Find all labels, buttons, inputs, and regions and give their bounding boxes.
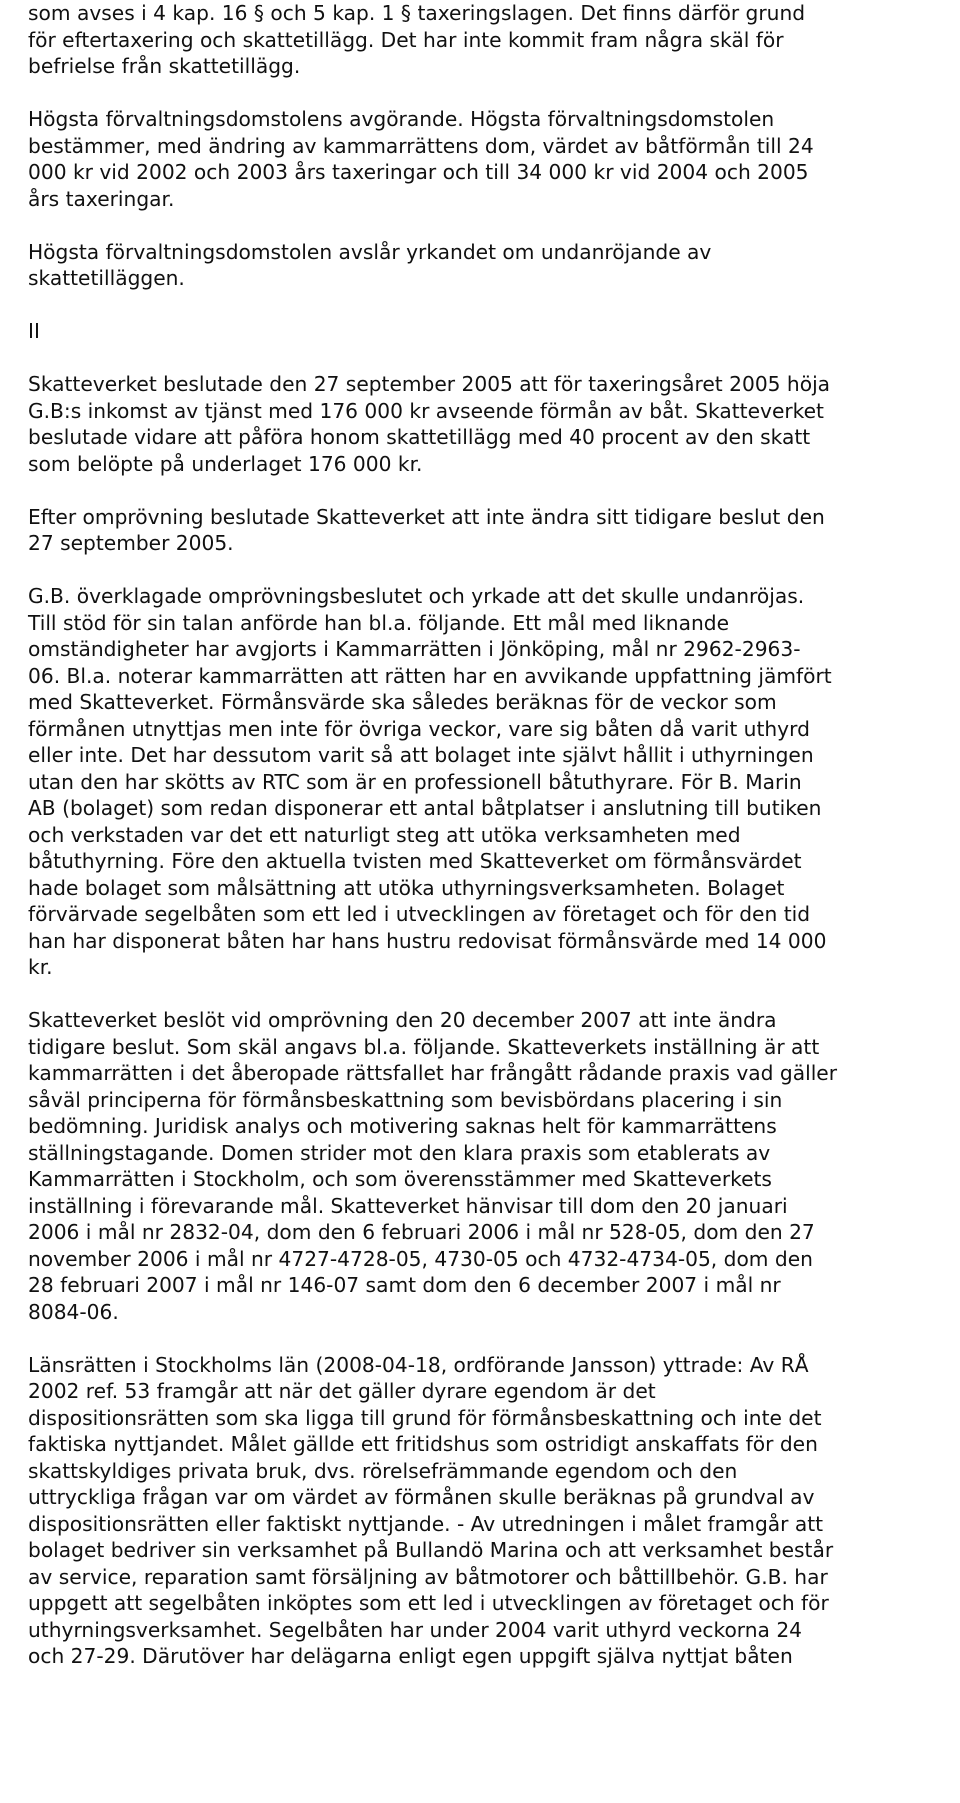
paragraph-omprovning: Efter omprövning beslutade Skatteverket att inte ändra sitt tidigare beslut den 27 september 2005. [28,504,825,555]
paragraph-skatteverket-omprovning: Skatteverket beslöt vid omprövning den 20 december 2007 att inte ändra tidigare beslut. Som skäl angavs bl.a. följande. Skatteverkets inställning är att kammarrätten i det åberopade rättsfallet har frångått rådande praxis vad gäller såväl principerna för förmånsbeskattning som bevisbördans placering i sin bedömning. Juridisk analys och motivering saknas helt för kammarrättens ställningstagande. Domen strider mot den klara praxis som etablerats av Kammarrätten i Stockholm, och som överensstämmer med Skatteverkets inställning i förevarande mål. Skatteverket hänvisar till dom den 20 januari 2006 i mål nr 2832-04, dom den 6 februari 2006 i mål nr 528-05, dom den 27 november 2006 i mål nr 4727-4728-05, 4730-05 och 4732-4734-05, dom den 28 februari 2007 i mål nr 146-07 samt dom den 6 december 2007 i mål nr 8084-06. [28,1008,838,1324]
paragraph-hfd-avgorande: Högsta förvaltningsdomstolens avgörande. Högsta förvaltningsdomstolen bestämmer, med ändring av kammarrättens dom, värdet av båtförmån till 24 000 kr vid 2002 och 2003 års taxeringar och till 34 000 kr vid 2004 och 2005 års taxeringar. [28,107,814,211]
paragraph-eftertaxering: som avses i 4 kap. 16 § och 5 kap. 1 § taxeringslagen. Det finns därför grund för eftertaxering och skattetillägg. Det har inte kommit fram några skäl för befrielse från skattetillägg. [28,1,806,78]
paragraph-skatteverket-beslut: Skatteverket beslutade den 27 september 2005 att för taxeringsåret 2005 höja G.B:s inkomst av tjänst med 176 000 kr avseende förmån av båt. Skatteverket beslutade vidare att påföra honom skattetillägg med 40 procent av den skatt som belöpte på underlaget 176 000 kr. [28,372,831,476]
paragraph-skattetillagg-avslag: Högsta förvaltningsdomstolen avslår yrkandet om undanröjande av skattetilläggen. [28,239,712,290]
section-heading-ii: II [28,319,40,343]
document-page [28,0,943,1670]
paragraph-gb-overklagande: G.B. överklagade omprövningsbeslutet och yrkade att det skulle undanröjas. Till stöd för sin talan anförde han bl.a. följande. Ett mål med liknande omständigheter har avgjorts i Kammarrätten i Jönköping, mål nr 2962-2963- 06. Bl.a. noterar kammarrätten att rätten har en avvikande uppfattning jämfört med Skatteverket. Förmånsvärde ska således beräknas för de veckor som förmånen utnyttjas men inte för övriga veckor, vare sig båten då varit uthyrd eller inte. Det har dessutom varit så att bolaget inte självt hållit i uthyrningen utan den har skötts av RTC som är en professionell båtuthyrare. För B. Marin AB (bolaget) som redan disponerar ett antal båtplatser i anslutning till butiken och verkstaden var det ett naturligt steg att utöka verksamheten med båtuthyrning. Före den aktuella tvisten med Skatteverket om förmånsvärdet hade bolaget som målsättning att utöka uthyrningsverksamheten. Bolaget förvärvade segelbåten som ett led i utvecklingen av företaget och för den tid han har disponerat båten har hans hustru redovisat förmånsvärde med 14 000 kr. [28,584,832,979]
paragraph-lansratten: Länsrätten i Stockholms län (2008-04-18, ordförande Jansson) yttrade: Av RÅ 2002 ref. 53 framgår att när det gäller dyrare egendom är det dispositionsrätten som ska ligga till grund för förmånsbeskattning och inte det faktiska nyttjandet. Målet gällde ett fritidshus som ostridigt anskaffats för den skattskyldiges privata bruk, dvs. rörelsefrämmande egendom och den uttryckliga frågan var om värdet av förmånen skulle beräknas på grundval av dispositionsrätten eller faktiskt nyttjande. - Av utredningen i målet framgår att bolaget bedriver sin verksamhet på Bullandö Marina och att verksamhet består av service, reparation samt försäljning av båtmotorer och båttillbehör. G.B. har uppgett att segelbåten inköptes som ett led i utvecklingen av företaget och för uthyrningsverksamhet. Segelbåten har under 2004 varit uthyrd veckorna 24 och 27-29. Därutöver har delägarna enligt egen uppgift själva nyttjat båten [28,1352,834,1668]
